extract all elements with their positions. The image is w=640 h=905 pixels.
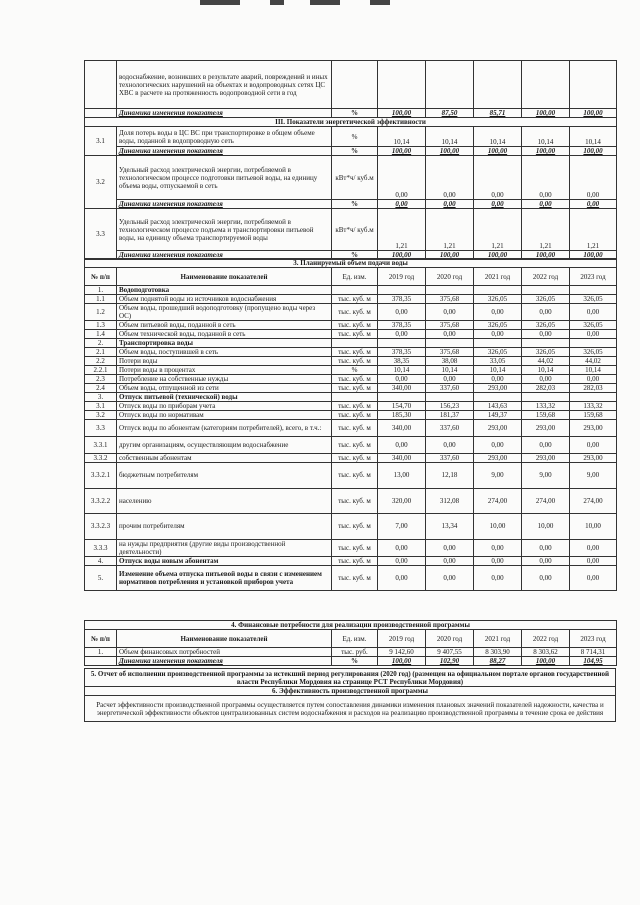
table-row: 3.3.3 на нужды предприятия (другие виды производственной деятельности) тыс. куб. м 0,00 0,00 0,00 0,00 0,00 bbox=[85, 539, 617, 556]
value-cell: 100,00 bbox=[378, 109, 426, 118]
row-number: 3.2 bbox=[85, 411, 117, 420]
table-row: 3.3.1 другим организациям, осуществляющим водоснабжение тыс. куб. м 0,00 0,00 0,00 0,00 0,00 bbox=[85, 437, 617, 454]
value-cell: 0,00 bbox=[570, 539, 617, 556]
table-row: 1. Объем финансовых потребностей тыс. руб. 9 142,60 9 407,55 8 303,90 8 303,62 8 714,31 bbox=[85, 648, 617, 657]
value-cell: 375,68 bbox=[426, 348, 474, 357]
row-number: 1.2 bbox=[85, 304, 117, 321]
value-cell: 0,00 bbox=[474, 156, 522, 200]
value-cell: 282,03 bbox=[522, 384, 570, 393]
value-cell: 0,00 bbox=[522, 565, 570, 591]
value-cell: 0,00 bbox=[378, 200, 426, 209]
value-cell: 9 142,60 bbox=[378, 648, 426, 657]
value-cell: 293,00 bbox=[474, 454, 522, 463]
value-cell: 326,05 bbox=[474, 295, 522, 304]
value-cell: 0,00 bbox=[570, 565, 617, 591]
table-row: 2.1 Объем воды, поступившей в сеть тыс. куб. м 378,35 375,68 326,05 326,05 326,05 bbox=[85, 348, 617, 357]
value-cell: 104,95 bbox=[570, 657, 617, 666]
value-cell: 293,00 bbox=[570, 420, 617, 437]
row-number: 3.3.2 bbox=[85, 454, 117, 463]
value-cell: 143,63 bbox=[474, 402, 522, 411]
value-cell: 0,00 bbox=[378, 330, 426, 339]
value-cell: 326,05 bbox=[570, 321, 617, 330]
value-cell: 8 714,31 bbox=[570, 648, 617, 657]
value-cell: 1,21 bbox=[378, 209, 426, 251]
row-number: 3.3.3 bbox=[85, 539, 117, 556]
value-cell: 8 303,90 bbox=[474, 648, 522, 657]
value-cell: 10,14 bbox=[426, 366, 474, 375]
value-cell: 159,68 bbox=[522, 411, 570, 420]
value-cell: 293,00 bbox=[474, 420, 522, 437]
value-cell: 13,00 bbox=[378, 463, 426, 489]
value-cell: 12,18 bbox=[426, 463, 474, 489]
value-cell: 87,50 bbox=[426, 109, 474, 118]
sections-5-6 bbox=[84, 668, 616, 722]
value-cell: 13,34 bbox=[426, 514, 474, 540]
value-cell: 326,05 bbox=[522, 295, 570, 304]
value-cell: 181,37 bbox=[426, 411, 474, 420]
value-cell: 9,00 bbox=[522, 463, 570, 489]
value-cell: 88,27 bbox=[474, 657, 522, 666]
table-row: 2.2.1 Потери воды в процентах % 10,14 10,14 10,14 10,14 10,14 bbox=[85, 366, 617, 375]
indicator-name: Объем питьевой воды, поданной в сеть bbox=[117, 321, 332, 330]
value-cell: 159,68 bbox=[570, 411, 617, 420]
value-cell: 100,00 bbox=[474, 147, 522, 156]
value-cell: 149,37 bbox=[474, 411, 522, 420]
value-cell: 102,90 bbox=[426, 657, 474, 666]
indicator-desc: Удельный расход электрической энергии, потребляемой в технологическом процессе подъема и транспортировки питьевой воды, на единицу объема транспортируемой воды bbox=[117, 209, 332, 251]
indicator-desc: Удельный расход электрической энергии, потребляемой в технологическом процессе подготовки питьевой воды, на единицу объема воды, отпускаемой в сеть bbox=[117, 156, 332, 200]
year-header: 2023 год bbox=[570, 268, 617, 286]
value-cell: 100,00 bbox=[474, 251, 522, 260]
table-row bbox=[85, 259, 617, 268]
row-number: 3.3.1 bbox=[85, 437, 117, 454]
year-header: 2019 год bbox=[378, 630, 426, 648]
row-number: 3. bbox=[85, 393, 117, 402]
value-cell: 10,00 bbox=[570, 514, 617, 540]
value-cell: 0,00 bbox=[570, 200, 617, 209]
table-row: 1.2 Объем воды, прошедший водоподготовку (пропущено воды через ОС) тыс. куб. м 0,00 0,00 0,00 0,00 0,00 bbox=[85, 304, 617, 321]
row-number: 3.3.2.1 bbox=[85, 463, 117, 489]
section-title: 3. Планируемый объем подачи воды bbox=[85, 259, 617, 268]
value-cell: 0,00 bbox=[426, 200, 474, 209]
value-cell: 100,00 bbox=[426, 251, 474, 260]
table-row bbox=[85, 621, 617, 630]
value-cell: 133,32 bbox=[570, 402, 617, 411]
value-cell: 38,35 bbox=[378, 357, 426, 366]
table-row: Динамика изменения показателя % 0,00 0,00 0,00 0,00 0,00 bbox=[85, 200, 617, 209]
value-cell: 0,00 bbox=[474, 304, 522, 321]
value-cell: 293,00 bbox=[522, 454, 570, 463]
row-number: 1.4 bbox=[85, 330, 117, 339]
table-row: 1. Водоподготовка bbox=[85, 286, 617, 295]
year-header: 2022 год bbox=[522, 268, 570, 286]
value-cell: 10,14 bbox=[522, 366, 570, 375]
section-5-title: 5. Отчет об исполнении производственной программы за истекший период регулирования (2020 год) (размещен на официальном портале органов государственной власти Республики Мордовия на странице РСТ Республики Мордовия) bbox=[85, 669, 616, 687]
row-number: 2.4 bbox=[85, 384, 117, 393]
value-cell: 100,00 bbox=[522, 657, 570, 666]
value-cell: 375,68 bbox=[426, 321, 474, 330]
row-number: 2.1 bbox=[85, 348, 117, 357]
value-cell: 0,00 bbox=[426, 375, 474, 384]
indicator-name: Объем технической воды, поданной в сеть bbox=[117, 330, 332, 339]
value-cell: 0,00 bbox=[522, 556, 570, 565]
value-cell: 8 303,62 bbox=[522, 648, 570, 657]
value-cell: 282,03 bbox=[570, 384, 617, 393]
table-row: 3.3.2.3 прочим потребителям тыс. куб. м 7,00 13,34 10,00 10,00 10,00 bbox=[85, 514, 617, 540]
table-row: 3. Отпуск питьевой (технической) воды bbox=[85, 393, 617, 402]
value-cell: 326,05 bbox=[522, 348, 570, 357]
value-cell: 0,00 bbox=[570, 304, 617, 321]
year-header: 2019 год bbox=[378, 268, 426, 286]
value-cell: 0,00 bbox=[426, 437, 474, 454]
value-cell: 0,00 bbox=[474, 437, 522, 454]
row-number: 2.2 bbox=[85, 357, 117, 366]
value-cell: 340,00 bbox=[378, 454, 426, 463]
row-number: 3.2 bbox=[85, 156, 117, 209]
indicator-name: Объем воды, отпущенной из сети bbox=[117, 384, 332, 393]
value-cell: 378,35 bbox=[378, 295, 426, 304]
value-cell: 44,02 bbox=[522, 357, 570, 366]
value-cell: 0,00 bbox=[570, 556, 617, 565]
value-cell: 326,05 bbox=[570, 348, 617, 357]
value-cell: 312,08 bbox=[426, 488, 474, 514]
value-cell: 1,21 bbox=[426, 209, 474, 251]
value-cell: 0,00 bbox=[522, 156, 570, 200]
value-cell: 100,00 bbox=[378, 657, 426, 666]
year-header: 2022 год bbox=[522, 630, 570, 648]
value-cell: 0,00 bbox=[522, 437, 570, 454]
table-row: Динамика изменения показателя % 100,00 100,00 100,00 100,00 100,00 bbox=[85, 251, 617, 260]
value-cell: 7,00 bbox=[378, 514, 426, 540]
indicators-table bbox=[84, 60, 617, 260]
value-cell: 0,00 bbox=[474, 565, 522, 591]
value-cell: 0,00 bbox=[426, 539, 474, 556]
indicator-name: бюджетным потребителям bbox=[117, 463, 332, 489]
row-number: 3.3 bbox=[85, 209, 117, 260]
row-number: 2.3 bbox=[85, 375, 117, 384]
value-cell: 44,02 bbox=[570, 357, 617, 366]
value-cell: 0,00 bbox=[426, 556, 474, 565]
indicator-name: Отпуск воды новым абонентам bbox=[117, 556, 332, 565]
value-cell: 0,00 bbox=[378, 156, 426, 200]
table-row: Динамика изменения показателя % 100,00 100,00 100,00 100,00 100,00 bbox=[85, 147, 617, 156]
value-cell: 9 407,55 bbox=[426, 648, 474, 657]
value-cell: 0,00 bbox=[522, 375, 570, 384]
table-row: 3.3 Отпуск воды по абонентам (категориям потребителей), всего, в т.ч.: тыс. куб. м 340,00 337,60 293,00 293,00 293,00 bbox=[85, 420, 617, 437]
indicator-name: Объем поднятой воды из источников водоснабжения bbox=[117, 295, 332, 304]
value-cell: 0,00 bbox=[378, 556, 426, 565]
value-cell: 293,00 bbox=[474, 384, 522, 393]
value-cell: 100,00 bbox=[522, 251, 570, 260]
value-cell: 274,00 bbox=[474, 488, 522, 514]
value-cell: 0,00 bbox=[474, 556, 522, 565]
row-number: 1.1 bbox=[85, 295, 117, 304]
indicator-name: Отпуск воды по приборам учета bbox=[117, 402, 332, 411]
indicator-name: Потери воды в процентах bbox=[117, 366, 332, 375]
indicator-name: Объем воды, прошедший водоподготовку (пропущено воды через ОС) bbox=[117, 304, 332, 321]
year-header: 2020 год bbox=[426, 268, 474, 286]
table-row: 2.3 Потребление на собственные нужды тыс. куб. м 0,00 0,00 0,00 0,00 0,00 bbox=[85, 375, 617, 384]
section-6-title: 6. Эффективность производственной программы bbox=[85, 687, 616, 696]
indicator-name: другим организациям, осуществляющим водоснабжение bbox=[117, 437, 332, 454]
value-cell: 9,00 bbox=[474, 463, 522, 489]
table-row: 2.4 Объем воды, отпущенной из сети тыс. куб. м 340,00 337,60 293,00 282,03 282,03 bbox=[85, 384, 617, 393]
value-cell: 10,14 bbox=[426, 127, 474, 147]
row-number: 3.3.2.3 bbox=[85, 514, 117, 540]
value-cell: 10,14 bbox=[378, 366, 426, 375]
indicator-name: населению bbox=[117, 488, 332, 514]
value-cell: 100,00 bbox=[426, 147, 474, 156]
indicator-name: Изменение объема отпуска питьевой воды в связи с изменением нормативов потребления и установкой приборов учета bbox=[117, 565, 332, 591]
value-cell: 375,68 bbox=[426, 295, 474, 304]
value-cell: 1,21 bbox=[522, 209, 570, 251]
value-cell: 10,14 bbox=[474, 127, 522, 147]
value-cell: 326,05 bbox=[570, 295, 617, 304]
value-cell: 0,00 bbox=[378, 375, 426, 384]
value-cell: 378,35 bbox=[378, 321, 426, 330]
value-cell: 10,14 bbox=[474, 366, 522, 375]
value-cell: 274,00 bbox=[522, 488, 570, 514]
value-cell: 293,00 bbox=[522, 420, 570, 437]
value-cell: 337,60 bbox=[426, 384, 474, 393]
value-cell: 10,00 bbox=[474, 514, 522, 540]
scan-header-marks bbox=[200, 0, 460, 6]
value-cell: 337,60 bbox=[426, 454, 474, 463]
value-cell: 10,14 bbox=[522, 127, 570, 147]
indicator-name: прочим потребителям bbox=[117, 514, 332, 540]
table-row: 1.3 Объем питьевой воды, поданной в сеть тыс. куб. м 378,35 375,68 326,05 326,05 326,05 bbox=[85, 321, 617, 330]
table-row: 3.2 Отпуск воды по нормативам тыс. куб. м 185,30 181,37 149,37 159,68 159,68 bbox=[85, 411, 617, 420]
value-cell: 340,00 bbox=[378, 384, 426, 393]
table-row: 3.1 Доля потерь воды в ЦС ВС при транспортировке в общем объеме воды, поданной в водопроводную сеть % 10,14 10,14 10,14 10,14 10,14 bbox=[85, 127, 617, 147]
value-cell: 185,30 bbox=[378, 411, 426, 420]
value-cell: 0,00 bbox=[474, 330, 522, 339]
value-cell: 33,05 bbox=[474, 357, 522, 366]
value-cell: 0,00 bbox=[378, 539, 426, 556]
table-row: № п/п Наименование показателей Ед. изм. 2019 год 2020 год 2021 год 2022 год 2023 год bbox=[85, 630, 617, 648]
value-cell: 0,00 bbox=[522, 304, 570, 321]
indicator-name: Отпуск воды по нормативам bbox=[117, 411, 332, 420]
value-cell: 0,00 bbox=[570, 330, 617, 339]
value-cell: 0,00 bbox=[378, 565, 426, 591]
table-row: 1.4 Объем технической воды, поданной в сеть тыс. куб. м 0,00 0,00 0,00 0,00 0,00 bbox=[85, 330, 617, 339]
value-cell: 100,00 bbox=[378, 251, 426, 260]
value-cell: 0,00 bbox=[426, 156, 474, 200]
value-cell: 0,00 bbox=[570, 156, 617, 200]
table-row bbox=[85, 118, 617, 127]
table-row: 2. Транспортировка воды bbox=[85, 339, 617, 348]
value-cell: 326,05 bbox=[522, 321, 570, 330]
row-number: 1. bbox=[85, 286, 117, 295]
row-number: 3.1 bbox=[85, 402, 117, 411]
value-cell: 0,00 bbox=[522, 539, 570, 556]
value-cell: 340,00 bbox=[378, 420, 426, 437]
value-cell: 0,00 bbox=[474, 375, 522, 384]
value-cell: 100,00 bbox=[378, 147, 426, 156]
value-cell: 100,00 bbox=[570, 147, 617, 156]
section-title: III. Показатели энергетической эффективности bbox=[85, 118, 617, 127]
table-row bbox=[85, 61, 617, 109]
table-row: 3.3.2.1 бюджетным потребителям тыс. куб. м 13,00 12,18 9,00 9,00 9,00 bbox=[85, 463, 617, 489]
table-row: № п/п Наименование показателей Ед. изм. 2019 год 2020 год 2021 год 2022 год 2023 год bbox=[85, 268, 617, 286]
table-row: 3.3.2 собственным абонентам тыс. куб. м 340,00 337,60 293,00 293,00 293,00 bbox=[85, 454, 617, 463]
value-cell: 100,00 bbox=[522, 147, 570, 156]
value-cell: 0,00 bbox=[474, 539, 522, 556]
row-number: 2.2.1 bbox=[85, 366, 117, 375]
value-cell: 0,00 bbox=[426, 565, 474, 591]
section-title: 4. Финансовые потребности для реализации производственной программы bbox=[85, 621, 617, 630]
value-cell: 0,00 bbox=[426, 304, 474, 321]
value-cell: 1,21 bbox=[570, 209, 617, 251]
year-header: 2021 год bbox=[474, 630, 522, 648]
value-cell: 100,00 bbox=[522, 109, 570, 118]
row-number: 3.3.2.2 bbox=[85, 488, 117, 514]
table-row: 4. Отпуск воды новым абонентам тыс. куб. м 0,00 0,00 0,00 0,00 0,00 bbox=[85, 556, 617, 565]
value-cell: 156,23 bbox=[426, 402, 474, 411]
value-cell: 1,21 bbox=[474, 209, 522, 251]
value-cell: 38,08 bbox=[426, 357, 474, 366]
value-cell: 10,14 bbox=[570, 366, 617, 375]
row-number: 2. bbox=[85, 339, 117, 348]
value-cell: 320,00 bbox=[378, 488, 426, 514]
year-header: 2023 год bbox=[570, 630, 617, 648]
table-row: 3.3 Удельный расход электрической энергии, потребляемой в технологическом процессе подъема и транспортировки питьевой воды, на единицу объема транспортируемой воды кВт*ч/ куб.м 1,21 1,21 1,21 1,21 1,21 bbox=[85, 209, 617, 251]
table-row: Динамика изменения показателя % 100,00 102,90 88,27 100,00 104,95 bbox=[85, 657, 617, 666]
value-cell: 85,71 bbox=[474, 109, 522, 118]
section-6-text: Расчет эффективности производственной программы осуществляется путем сопоставления динамики изменения плановых значений показателей надежности, качества и энергетической эффективности объектов централизованных систем водоснабжения и расходов на реализацию производственной программы в течение срока ее действия bbox=[85, 696, 616, 722]
value-cell: 9,00 bbox=[570, 463, 617, 489]
table-row: 3.1 Отпуск воды по приборам учета тыс. куб. м 154,70 156,23 143,63 133,32 133,32 bbox=[85, 402, 617, 411]
value-cell: 100,00 bbox=[570, 251, 617, 260]
indicator-desc: водоснабжение, возникших в результате аварий, повреждений и иных технологических нарушений на объектах и водопроводных сетях ЦС ХВС в расчете на протяженность водопроводной сети в год bbox=[117, 61, 332, 109]
row-number: 1.3 bbox=[85, 321, 117, 330]
indicator-name: на нужды предприятия (другие виды производственной деятельности) bbox=[117, 539, 332, 556]
value-cell: 0,00 bbox=[474, 200, 522, 209]
year-header: 2021 год bbox=[474, 268, 522, 286]
year-header: 2020 год bbox=[426, 630, 474, 648]
value-cell: 133,32 bbox=[522, 402, 570, 411]
table-row: 5. Изменение объема отпуска питьевой воды в связи с изменением нормативов потребления и установкой приборов учета тыс. куб. м 0,00 0,00 0,00 0,00 0,00 bbox=[85, 565, 617, 591]
value-cell: 0,00 bbox=[522, 200, 570, 209]
indicator-name: Объем воды, поступившей в сеть bbox=[117, 348, 332, 357]
value-cell: 0,00 bbox=[570, 375, 617, 384]
indicator-desc: Доля потерь воды в ЦС ВС при транспортировке в общем объеме воды, поданной в водопроводную сеть bbox=[117, 127, 332, 147]
indicator-name: собственным абонентам bbox=[117, 454, 332, 463]
value-cell: 378,35 bbox=[378, 348, 426, 357]
value-cell: 0,00 bbox=[378, 304, 426, 321]
value-cell: 10,00 bbox=[522, 514, 570, 540]
value-cell: 154,70 bbox=[378, 402, 426, 411]
row-number: 5. bbox=[85, 565, 117, 591]
row-number: 3.1 bbox=[85, 127, 117, 156]
financial-table bbox=[84, 620, 617, 666]
indicator-name: Потребление на собственные нужды bbox=[117, 375, 332, 384]
table-row: 1.1 Объем поднятой воды из источников водоснабжения тыс. куб. м 378,35 375,68 326,05 326,05 326,05 bbox=[85, 295, 617, 304]
value-cell: 100,00 bbox=[570, 109, 617, 118]
value-cell: 0,00 bbox=[426, 330, 474, 339]
value-cell: 337,60 bbox=[426, 420, 474, 437]
value-cell: 0,00 bbox=[378, 437, 426, 454]
table-row: Динамика изменения показателя % 100,00 87,50 85,71 100,00 100,00 bbox=[85, 109, 617, 118]
table-row: 3.2 Удельный расход электрической энергии, потребляемой в технологическом процессе подготовки питьевой воды, на единицу объема воды, отпускаемой в сеть кВт*ч/ куб.м 0,00 0,00 0,00 0,00 0,00 bbox=[85, 156, 617, 200]
table-row: 2.2 Потери воды тыс. куб. м 38,35 38,08 33,05 44,02 44,02 bbox=[85, 357, 617, 366]
value-cell: 293,00 bbox=[570, 454, 617, 463]
value-cell: 326,05 bbox=[474, 348, 522, 357]
water-supply-table bbox=[84, 258, 617, 591]
value-cell: 0,00 bbox=[522, 330, 570, 339]
value-cell: 10,14 bbox=[378, 127, 426, 147]
value-cell: 326,05 bbox=[474, 321, 522, 330]
value-cell: 10,14 bbox=[570, 127, 617, 147]
row-number: 4. bbox=[85, 556, 117, 565]
value-cell: 274,00 bbox=[570, 488, 617, 514]
indicator-name: Отпуск воды по абонентам (категориям потребителей), всего, в т.ч.: bbox=[117, 420, 332, 437]
table-row: 3.3.2.2 населению тыс. куб. м 320,00 312,08 274,00 274,00 274,00 bbox=[85, 488, 617, 514]
row-number: 3.3 bbox=[85, 420, 117, 437]
value-cell: 0,00 bbox=[570, 437, 617, 454]
indicator-name: Потери воды bbox=[117, 357, 332, 366]
